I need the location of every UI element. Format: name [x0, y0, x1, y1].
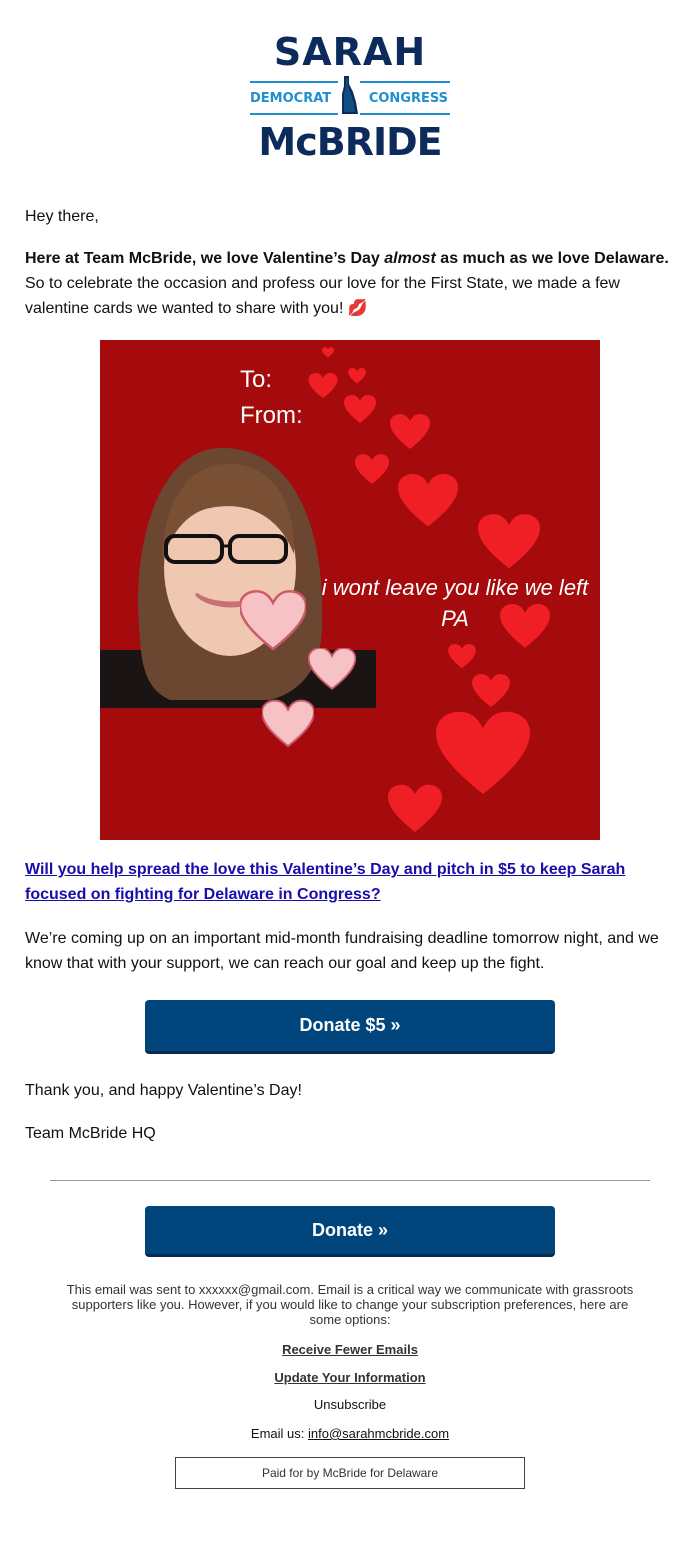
- card-message: i wont leave you like we left PA: [321, 575, 589, 631]
- signature: Team McBride HQ: [25, 1125, 156, 1142]
- card-from-label: From:: [240, 402, 303, 429]
- divider: [50, 1180, 650, 1181]
- pitch-paragraph: [25, 857, 675, 907]
- logo-last-name: McBRIDE: [258, 120, 442, 164]
- logo-office: CONGRESS: [368, 91, 448, 106]
- delaware-state-icon: [338, 74, 360, 120]
- unsubscribe-link[interactable]: Unsubscribe: [313, 1397, 387, 1412]
- logo-party: DEMOCRAT: [250, 91, 332, 106]
- donate-5-button[interactable]: Donate $5 »: [145, 1000, 555, 1054]
- donate-button[interactable]: Donate »: [145, 1206, 555, 1257]
- email-us-label: Email us:: [250, 1426, 308, 1441]
- intro-rest: So to celebrate the occasion and profess our love for the First State, we made a few valentine cards we wanted to share with you!: [25, 275, 620, 317]
- intro-paragraph: [25, 246, 675, 321]
- intro-bold-2: as much as we love Delaware.: [435, 250, 669, 267]
- intro-bold-1: Here at Team McBride, we love Valentine’s Day: [25, 250, 385, 267]
- intro-italic: almost: [384, 250, 436, 267]
- email-us-line: [60, 1426, 640, 1441]
- campaign-logo: [248, 32, 452, 162]
- footer-note: This email was sent to xxxxxx@gmail.com. Email is a critical way we communicate with grassroots supporters like you. However, if you would like to change your subscription preferences, here are some options:: [66, 1282, 634, 1327]
- kiss-emoji-icon: 💋: [347, 300, 368, 317]
- logo-band: [248, 80, 452, 116]
- contact-email-link[interactable]: info@sarahmcbride.com: [307, 1426, 450, 1441]
- card-to-label: To:: [240, 366, 273, 393]
- greeting: Hey there,: [25, 208, 99, 225]
- thanks-text: Thank you, and happy Valentine’s Day!: [25, 1082, 302, 1099]
- deadline-paragraph: We’re coming up on an important mid-month fundraising deadline tomorrow night, and we know that with your support, we can reach our goal and keep up the fight.: [25, 930, 659, 972]
- pitch-link[interactable]: Will you help spread the love this Valentine’s Day and pitch in $5 to keep Sarah focused on fighting for Delaware in Congress?: [25, 861, 626, 903]
- receive-fewer-emails-link[interactable]: Receive Fewer Emails: [282, 1342, 418, 1357]
- update-information-link[interactable]: Update Your Information: [274, 1370, 426, 1385]
- paid-for-disclaimer: Paid for by McBride for Delaware: [175, 1457, 525, 1489]
- logo-first-name: SARAH: [273, 30, 427, 74]
- valentine-card-image[interactable]: [100, 340, 600, 840]
